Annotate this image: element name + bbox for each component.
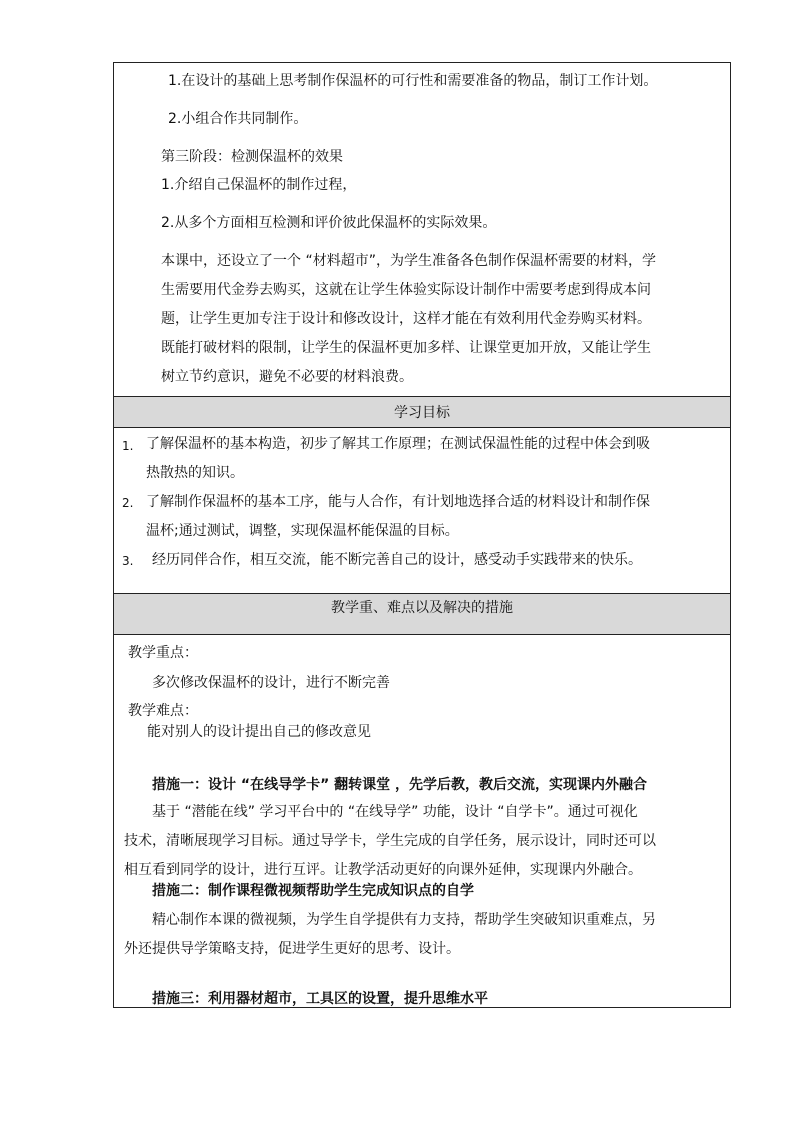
objective-1-number: 1. (122, 439, 134, 453)
objective-2 (146, 488, 650, 546)
stage3-item-1: 1.介绍自己保温杯的制作过程， (161, 177, 357, 193)
measure-line: 外还提供导学策略支持，促进学生更好的思考、设计。 (124, 941, 460, 957)
step-1-text: 1.在设计的基础上思考制作保温杯的可行性和需要准备的物品，制订工作计划。 (168, 73, 658, 89)
objective-3 (152, 546, 642, 575)
difficulty-label: 教学难点： (128, 703, 198, 719)
measure-2-title: 措施二：制作课程微视频帮助学生完成知识点的自学 (152, 883, 474, 899)
measure-3-title: 措施三：利用器材超市，工具区的设置，提升思维水平 (152, 991, 488, 1007)
measure-line: 精心制作本课的微视频，为学生自学提供有力支持，帮助学生突破知识重难点，另 (152, 912, 656, 928)
lesson-table (113, 62, 731, 1008)
measure-1-title: 措施一：设计 “在线导学卡” 翻转课堂 ，先学后教，教后交流，实现课内外融合 (152, 777, 648, 793)
stage3-title: 第三阶段：检测保温杯的效果 (161, 149, 343, 165)
step-2-text: 2.小组合作共同制作。 (168, 111, 308, 127)
measure-1-body-cont (124, 827, 656, 885)
difficulty-text: 能对别人的设计提出自己的修改意见 (147, 724, 371, 740)
focus-label: 教学重点： (128, 645, 198, 661)
objectives-header: 学习目标 (114, 396, 730, 428)
paragraph-line: 本课中，还设立了一个 “材料超市”，为学生准备各色制作保温杯需要的材料，学 (161, 253, 656, 269)
key-points-header: 教学重、难点以及解决的措施 (114, 593, 730, 635)
paragraph-line: 树立节约意识，避免不必要的材料浪费。 (161, 369, 413, 385)
measure-line: 技术，清晰展现学习目标。通过导学卡，学生完成的自学任务，展示设计，同时还可以 (124, 833, 656, 849)
objective-line: 经历同伴合作，相互交流，能不断完善自己的设计，感受动手实践带来的快乐。 (152, 552, 642, 568)
measure-2-body-cont (124, 935, 460, 964)
material-market-paragraph (161, 247, 656, 392)
objective-line: 温杯;通过测试，调整，实现保温杯能保温的目标。 (146, 523, 459, 539)
objective-line: 了解制作保温杯的基本工序，能与人合作，有计划地选择合适的材料设计和制作保 (146, 494, 650, 510)
measure-1-body (152, 798, 638, 827)
measure-line: 相互看到同学的设计，进行互评。让教学活动更好的向课外延伸，实现课内外融合。 (124, 862, 642, 878)
objective-1 (146, 430, 650, 488)
measure-2-body (152, 906, 656, 935)
focus-text: 多次修改保温杯的设计，进行不断完善 (152, 675, 390, 691)
objective-line: 热散热的知识。 (146, 465, 244, 481)
paragraph-line: 既能打破材料的限制，让学生的保温杯更加多样、让课堂更加开放，又能让学生 (161, 340, 651, 356)
stage3-item-2: 2.从多个方面相互检测和评价彼此保温杯的实际效果。 (161, 215, 497, 231)
objective-3-number: 3. (122, 554, 134, 568)
paragraph-line: 生需要用代金券去购买，这就在让学生体验实际设计制作中需要考虑到得成本问 (161, 282, 651, 298)
paragraph-line: 题，让学生更加专注于设计和修改设计，这样才能在有效利用代金券购买材料。 (161, 311, 651, 327)
objective-2-number: 2. (122, 496, 134, 510)
measure-line: 基于 “潜能在线” 学习平台中的 “在线导学” 功能，设计 “自学卡”。通过可视化 (152, 804, 638, 820)
objective-line: 了解保温杯的基本构造，初步了解其工作原理；在测试保温性能的过程中体会到吸 (146, 436, 650, 452)
